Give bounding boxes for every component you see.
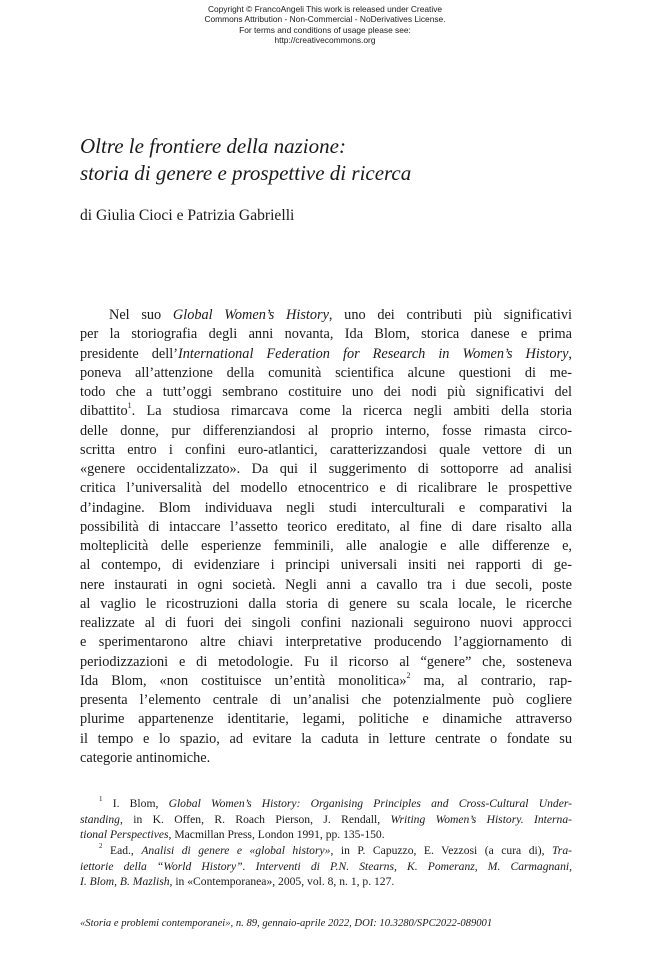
text-line: poneva all’attenzione della comunità scientifica alcune questioni di me- (80, 364, 572, 381)
text-line: al vaglio le ricostruzioni dalla storia di genere su scala locale, le ricerche (80, 595, 572, 612)
text-line: delle donne, pur differenziandosi al proprio interno, fosse rimasta circo- (80, 422, 572, 439)
text-line: categorie antinomiche. (80, 749, 211, 766)
text-line: «genere occidentalizzato». Da qui il suggerimento di sottoporre ad analisi (80, 461, 572, 477)
text-line: per la storiografia degli anni novanta, Ida Blom, storica danese e prima (80, 326, 572, 343)
journal-citation: «Storia e problemi contemporanei», n. 89, gennaio-aprile 2022, DOI: 10.3280/SPC2022-089001 (80, 918, 493, 929)
text-line: presenta l’elemento centrale di un’analisi che potenzialmente può cogliere (80, 692, 572, 708)
text-line: todo che a tutt’oggi sembrano costituire uno dei nodi più significativi del (80, 384, 572, 400)
text-line: d’indagine. Blom individuava negli studi interculturali e comparativi la (80, 499, 572, 516)
article-title (80, 133, 411, 187)
text-line: dibattito$^1$. La studiosa rimarcava come la ricerca negli ambiti della storia (80, 401, 572, 420)
footnote-line: tional Perspectives, Macmillan Press, London 1991, pp. 135-150. (80, 828, 385, 842)
text-line: Nel suo Global Women’s History, uno dei contributi più significativi (109, 307, 572, 323)
copyright-link[interactable]: http://creativecommons.org (274, 35, 376, 46)
text-line: e sperimentarono altre chiavi interpretative producendo l’aggiornamento di (80, 634, 572, 651)
copyright-line: Copyright © FrancoAngeli This work is released under Creative (207, 4, 443, 14)
copyright-notice (0, 4, 650, 46)
text-line: nere instaurati in ogni società. Negli anni a cavallo tra i due secoli, poste (80, 576, 572, 593)
text-line: al contempo, di evidenziare i principi universali insiti nei rapporti di ge- (80, 557, 572, 574)
footnotes (80, 796, 572, 890)
footnote-number: 1 (99, 795, 103, 804)
text-line: Ida Blom, «non costituisce un’entità monolitica»$^2$ ma, al contrario, rap- (80, 670, 572, 689)
text-line: realizzate al di fuori dei singoli confini nazionali seguirono nuovi approcci (80, 615, 572, 631)
footnote-line: I. Blom, B. Mazlish, in «Contemporanea», 2005, vol. 8, n. 1, p. 127. (80, 875, 395, 889)
text-line: plurime appartenenze identitarie, legami, politiche e dinamiche attraverso (80, 711, 572, 728)
text-line: periodizzazioni e di metodologie. Fu il ricorso al “genere” che, sosteneva (80, 653, 572, 670)
article-authors: di Giulia Cioci e Patrizia Gabrielli (80, 207, 295, 224)
text-line: possibilità di intaccare l’assetto teorico ereditato, al fine di dare risalto alla (80, 518, 572, 535)
footnote-line: standing, in K. Offen, R. Roach Pierson, J. Rendall, Writing Women’s History. Internа- (80, 812, 572, 826)
copyright-line: For terms and conditions of usage please see: (239, 24, 411, 35)
body-paragraph (80, 306, 572, 768)
text-line: presidente dell’International Federation for Research in Women’s History, (80, 345, 572, 362)
text-line: il tempo e lo spazio, ad evitare la caduta in letture centrate o fondate su (80, 730, 572, 747)
footnote-line: $^2$ Ead., Analisi di genere e «global history», in P. Capuzzo, E. Vezzosi (a cura di), Tra- (99, 842, 572, 858)
footnote-number: 2 (99, 842, 103, 851)
text-line: scritta entro i confini euro-atlantici, caratterizzandosi quale vettore di un (80, 441, 572, 458)
text-line: molteplicità delle esperienze femminili, alle analogie e alle differenze e, (80, 538, 572, 554)
copyright-line: Commons Attribution - Non-Commercial - NoDerivatives License. (204, 14, 446, 25)
title-line: storia di genere e prospettive di ricerca (80, 161, 412, 185)
title-line: Oltre le frontiere della nazione: (80, 134, 346, 158)
footnote-line: iettorie della “World History”. Interventi di P.N. Stearns, K. Pomeranz, M. Carmagnani, (80, 859, 572, 873)
footnote-line: $^1$ I. Blom, Global Women’s History: Organising Principles and Cross-Cultural Under- (99, 795, 572, 810)
text-line: critica l’universalità del modello etnocentrico e di ricalibrare le prospettive (80, 480, 572, 497)
footnote-ref[interactable]: 2 (406, 670, 411, 680)
footnote-ref[interactable]: 1 (127, 401, 132, 411)
